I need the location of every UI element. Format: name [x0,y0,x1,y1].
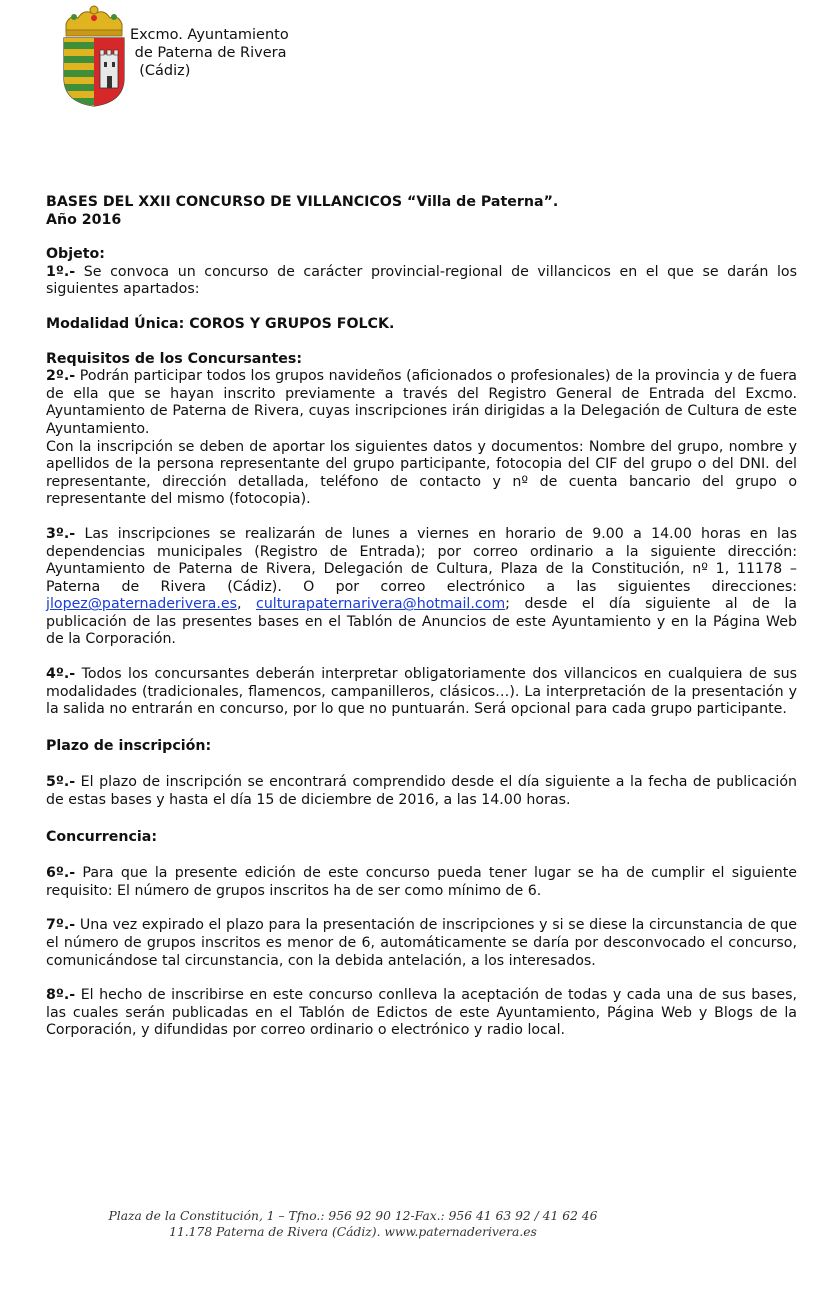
document-title-line1: BASES DEL XXII CONCURSO DE VILLANCICOS “Villa de Paterna”. [46,194,559,210]
clause-number: 4º.- [46,666,76,683]
clause-1 [46,264,797,299]
page-footer [0,1208,706,1240]
email-link-jlopez[interactable]: jlopez@paternaderivera.es [46,596,237,613]
clause-number: 1º.- [46,263,76,280]
institution-name-line3: (Cádiz) [130,63,191,79]
clause-2 [46,368,797,438]
clause-5 [46,774,797,809]
clause-number: 6º.- [46,865,76,882]
separator-text: , [236,596,257,613]
footer-address-line: Plaza de la Constitución, 1 – Tfno.: 956 92 90 12-Fax.: 956 41 63 92 / 41 62 46 [108,1209,598,1223]
coat-of-arms-logo [60,4,128,108]
clause-text: Todos los concursantes deberán interpretar obligatoriamente dos villancicos en cualquiera de sus modalidades (tradicionales, flamencos, campanilleros, clásicos…). La interpretación de la presentación y la salida no entrarán en concurso, por lo que no puntuarán. Será opcional para cada grupo participante. [46,666,797,718]
document-title [46,194,797,229]
clause-4 [46,666,797,719]
footer-city-line: 11.178 Paterna de Rivera (Cádiz). www.paternaderivera.es [169,1225,537,1239]
institution-name-line2: de Paterna de Rivera [130,45,287,61]
clause-text: Una vez expirado el plazo para la presentación de inscripciones y si se diese la circunstancia de que el número de grupos inscritos es menor de 6, automáticamente se daría por desconvocado el concurso, comunicándose tal circunstancia, con la debida antelación, a los interesados. [46,917,797,969]
clause-number: 2º.- [46,368,76,385]
section-heading-requisitos: Requisitos de los Concursantes: [46,350,303,367]
shield-icon [64,38,124,108]
institution-name-line1: Excmo. Ayuntamiento [130,27,289,43]
clause-text: Para que la presente edición de este concurso pueda tener lugar se ha de cumplir el siguiente requisito: El número de grupos inscritos ha de ser como mínimo de 6. [46,865,797,899]
clause-text: Se convoca un concurso de carácter provincial-regional de villancicos en el que se darán los siguientes apartados: [46,263,797,298]
clause-6 [46,865,797,900]
clause-text: Las inscripciones se realizarán de lunes a viernes en horario de 9.00 a 14.00 horas en las dependencias municipales (Registro de Entrada); por correo ordinario a la siguiente dirección: Ayuntamiento de Paterna de Rivera, Delegación de Cultura, Plaza de la Constitución, nº 1, 11178 – Paterna de Rivera (Cádiz). O por correo electrónico a las siguientes direcciones: [46,525,797,595]
clause-text-tail: ; desde el día siguiente al de la publicación de las presentes bases en el Tablón de Anuncios de este Ayuntamiento y en la Página Web de la Corporación. [46,596,797,648]
section-heading-objeto: Objeto: [46,246,105,263]
clause-text: El hecho de inscribirse en este concurso conlleva la aceptación de todas y cada una de sus bases, las cuales serán publicadas en el Tablón de Edictos de este Ayuntamiento, Página Web y Blogs de la Corporación, y difundidas por correo ordinario o electrónico y radio local. [46,987,797,1039]
clause-7 [46,917,797,970]
section-heading-concurrencia: Concurrencia: [46,828,158,845]
clause-3 [46,526,797,649]
crown-icon [66,6,122,36]
clause-number: 5º.- [46,774,76,791]
document-title-line2: Año 2016 [46,211,122,228]
section-heading-plazo: Plazo de inscripción: [46,737,212,754]
email-link-cultura[interactable]: culturapaternarivera@hotmail.com [256,596,506,613]
clause-text: El plazo de inscripción se encontrará comprendido desde el día siguiente a la fecha de publicación de estas bases y hasta el día 15 de diciembre de 2016, a las 14.00 horas. [46,774,797,809]
clause-number: 3º.- [46,525,76,542]
clause-number: 8º.- [46,987,76,1004]
institution-header [130,26,289,80]
clause-8 [46,987,797,1040]
clause-text: Podrán participar todos los grupos navideños (aficionados o profesionales) de la provincia y de fuera de ella que se hayan inscrito previamente a través del Registro General de Entrada del Excmo. Ayuntamiento de Paterna de Rivera, cuyas inscripciones irán dirigidas a la Delegación de Cultura de este Ayuntamiento. [46,368,797,437]
clause-2-continuation: Con la inscripción se deben de aportar los siguientes datos y documentos: Nombre del grupo, nombre y apellidos de la persona representante del grupo participante, fotocopia del CIF del grupo o del DNI. del representante, dirección detallada, teléfono de contacto y nº de cuenta bancario del grupo o representante del mismo (fotocopia). [46,438,797,508]
clause-number: 7º.- [46,917,76,934]
modalidad-heading: Modalidad Única: COROS Y GRUPOS FOLCK. [46,315,395,332]
document-body [46,194,797,1040]
